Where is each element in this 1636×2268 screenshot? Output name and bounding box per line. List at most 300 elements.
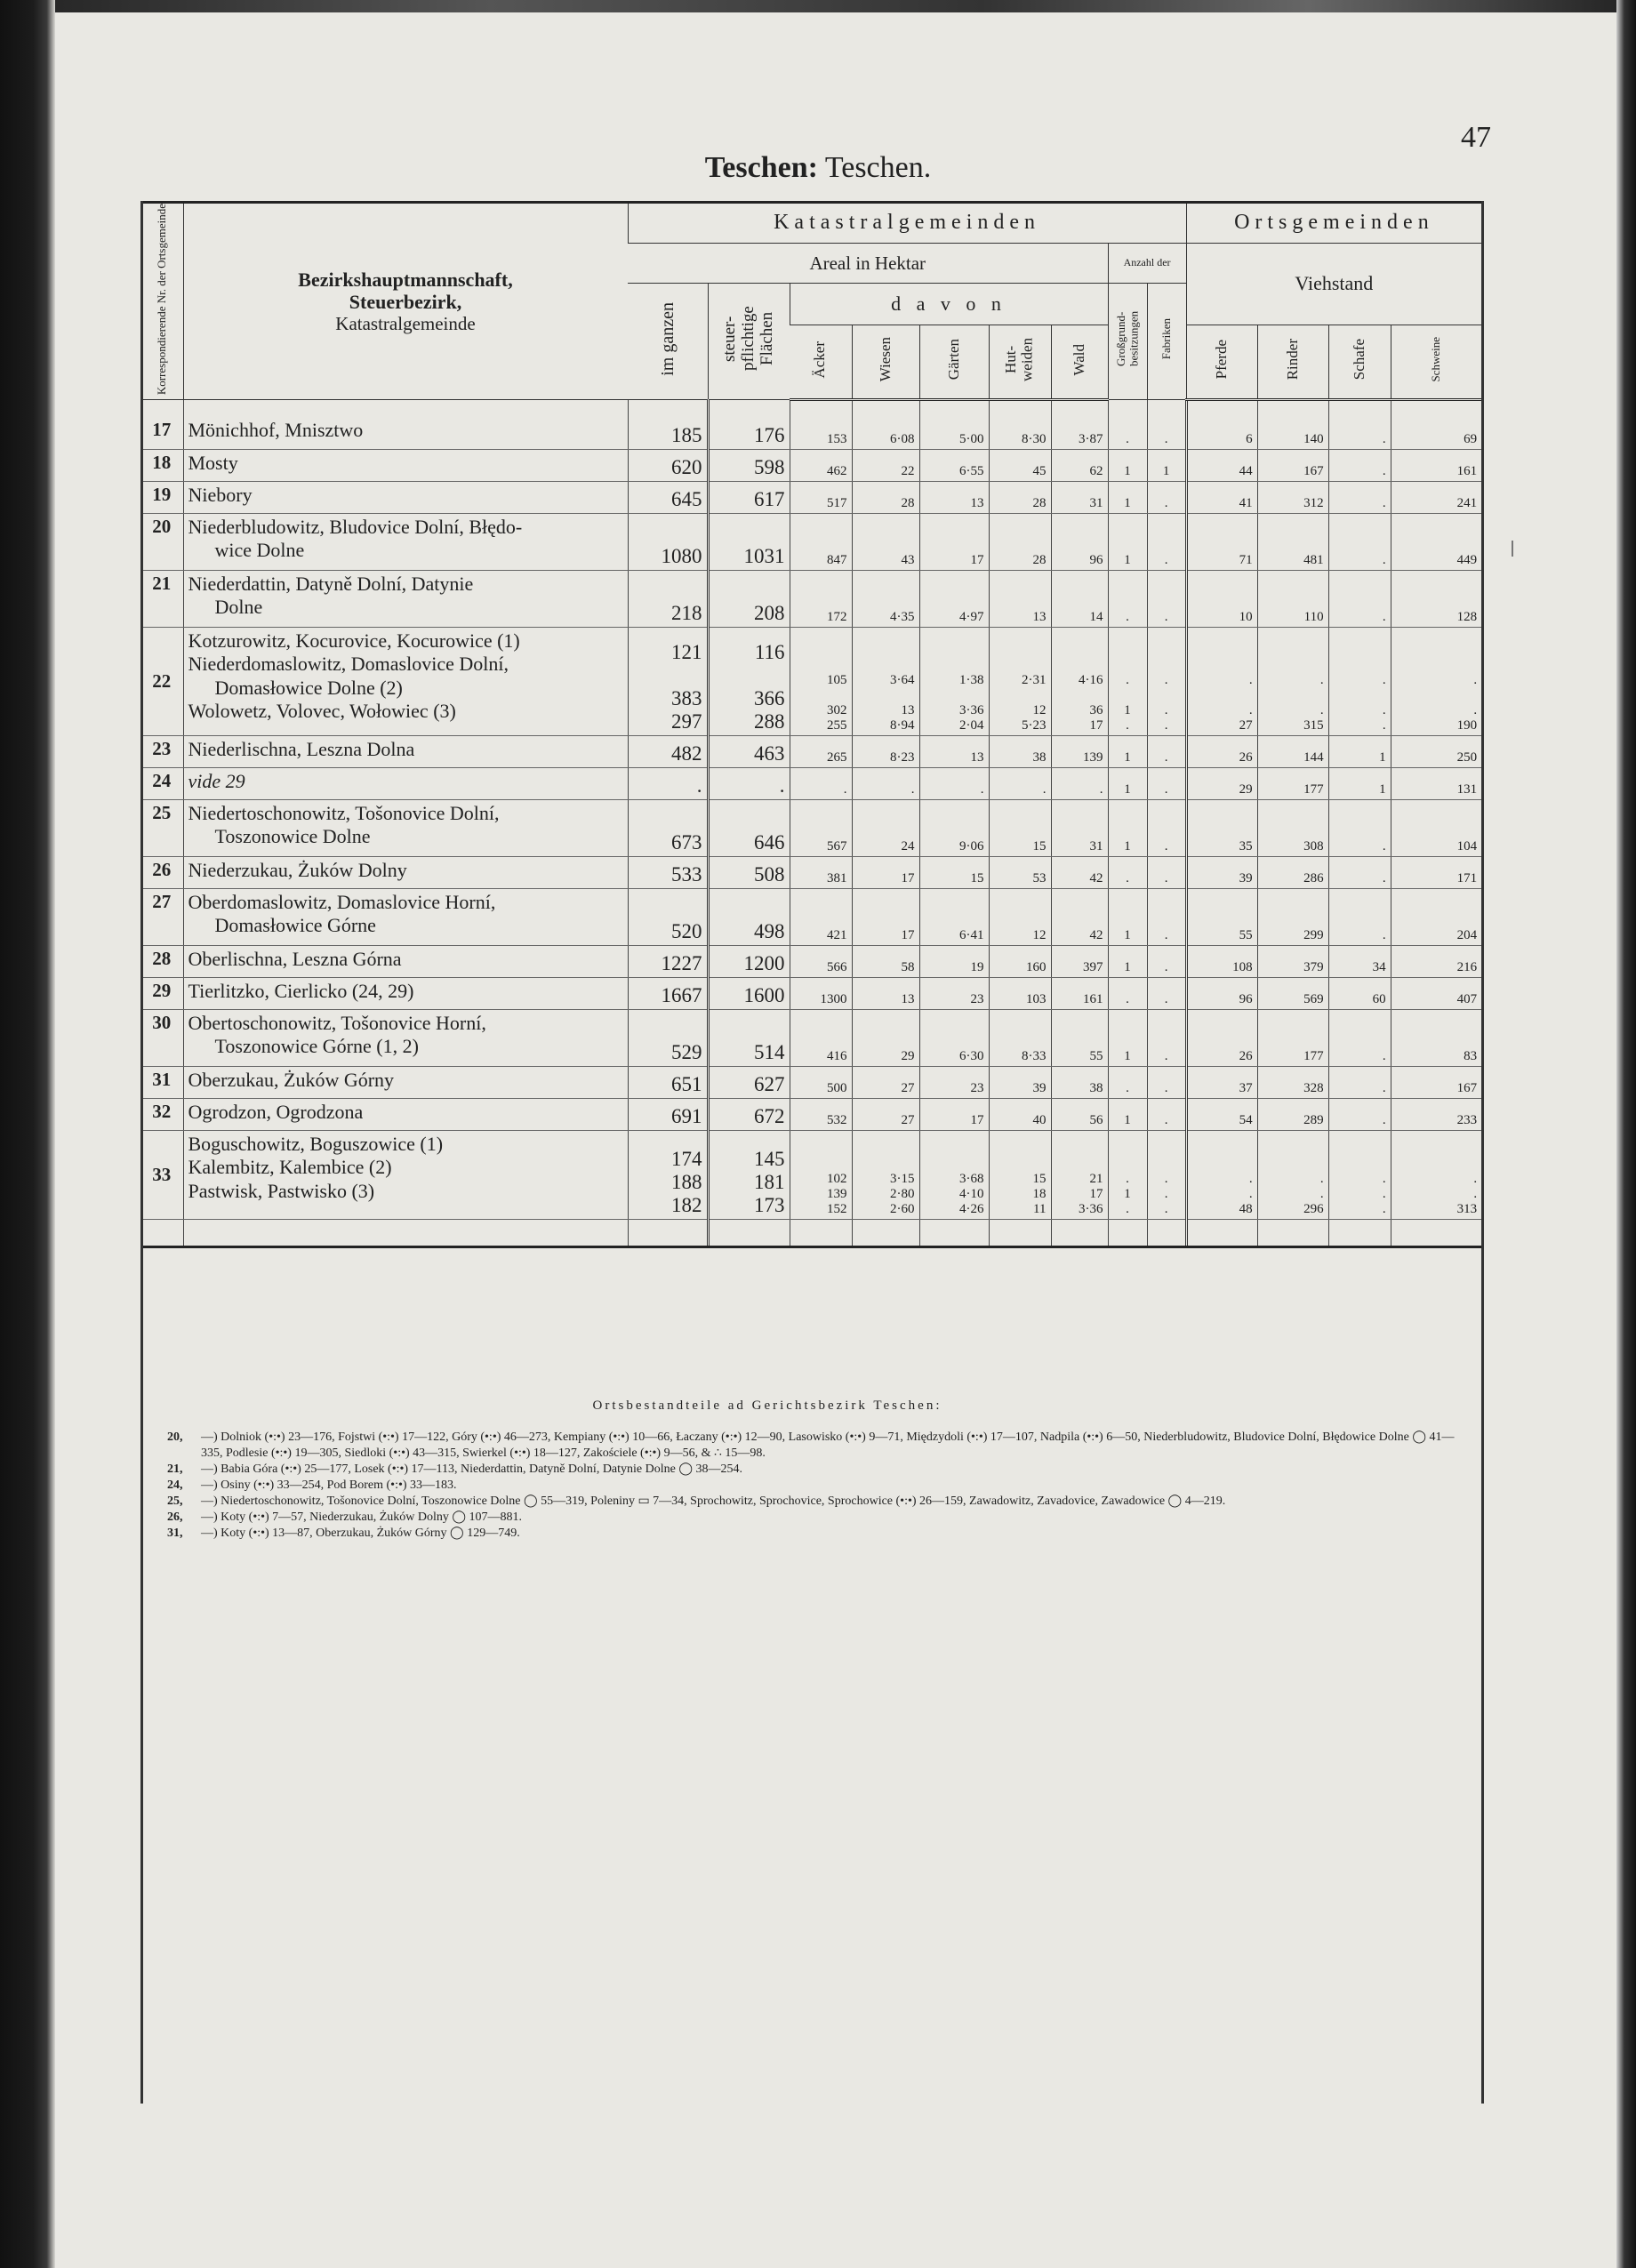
cell-value [1113,688,1143,703]
cell-value: 517 [827,495,847,510]
cell-value: 233 [1456,1112,1478,1127]
cell-aecker [790,1130,852,1219]
cell-schafe [1328,977,1391,1009]
cell-value: . [1473,1186,1478,1201]
cell-value: 4·97 [959,609,984,624]
cell-wiesen [852,417,919,449]
cell-fabriken [1147,1130,1186,1219]
cell-gaerten [919,977,989,1009]
cell-value: 2·31 [1022,672,1047,687]
cell-wiesen [852,977,919,1009]
cell-value: 1·38 [959,672,984,687]
cell-value [714,664,785,687]
cell-value: 160 [1026,959,1047,974]
table-trailing-space [140,1219,1481,1246]
cell-value: . [1382,870,1386,886]
header-main: Bezirkshauptmannschaft, Steuerbezirk, Katastralgemeinde [183,204,628,400]
cell-value: . [1382,463,1386,478]
cell-wald [1051,799,1108,856]
cell-value: 173 [754,1193,785,1216]
cell-value: 167 [1456,1080,1478,1095]
cell-value: 532 [827,1112,847,1127]
statistics-table [140,204,1481,1246]
cell-rinder [1257,570,1328,627]
cell-wald [1051,1130,1108,1219]
cell-hutweiden [989,481,1051,513]
cell-nr: 33 [140,1130,183,1219]
cell-value: . [1382,1112,1386,1127]
cell-value: 286 [1303,870,1324,886]
cell-value: 35 [1239,838,1253,854]
cell-value: . [1382,552,1386,567]
cell-pferde [1186,513,1257,570]
cell-value [633,664,702,687]
cell-rinder [1257,1009,1328,1066]
cell-value: 651 [671,1072,702,1095]
cell-im-ganzen [628,799,708,856]
cell-value: 103 [1026,991,1047,1006]
cell-hutweiden [989,977,1051,1009]
header-steuer: steuer-pflichtige Flächen [708,283,790,399]
cell-aecker [790,1098,852,1130]
cell-name [183,1098,628,1130]
cell-value: . [980,781,984,797]
cell-gaerten [919,945,989,977]
cell-wiesen [852,1066,919,1098]
cell-nr: 29 [140,977,183,1009]
cell-value: 45 [1032,463,1047,478]
cell-value: . [1382,495,1386,510]
cell-schafe [1328,945,1391,977]
cell-aecker [790,417,852,449]
cell-aecker [790,449,852,481]
cell-fabriken [1147,449,1186,481]
cell-grossgrund [1108,627,1147,735]
name-line: Domasłowice Dolne (2) [214,676,403,699]
name-line: Oberlischna, Leszna Górna [188,947,402,970]
cell-value: 21 [1089,1171,1103,1186]
cell-value: . [1382,702,1386,717]
table-row [140,1009,1481,1066]
cell-gaerten [919,1009,989,1066]
header-schweine: Schweine [1391,325,1481,400]
cell-rinder [1257,627,1328,735]
cell-name [183,481,628,513]
cell-nr: 28 [140,945,183,977]
cell-value: 8·23 [890,749,915,765]
cell-value: 190 [1456,717,1478,733]
scan-top-edge [0,0,1636,12]
cell-value: 116 [754,640,785,663]
footnote-text: —) Dolniok (•:•) 23—176, Fojstwi (•:•) 17—122, Góry (•:•) 46—273, Kempiany (•:•) 10—66, Łaczany (•:•) 12—90, Lasowisko (•:•) 9—71, Międzydoli (•:•) 17—107, Nadpila (•:•) 6—50, Niederbludowitz, Bludovice Dolní, Błędowice Dolne ◯ 41—335, Podlesie (•:•) 19—305, Siedloki (•:•) 43—315, Swierkel (•:•) 18—127, Zakościele (•:•) 9—56, & ∴ 15—98. [201,1431,1455,1460]
name-line: Obertoschonowitz, Tošonovice Horní, [188,1011,486,1034]
table-row [140,977,1481,1009]
cell-value: 691 [671,1104,702,1127]
cell-grossgrund [1108,449,1147,481]
cell-im-ganzen [628,767,708,799]
cell-steuerpflichtig [708,1130,790,1219]
cell-value: 847 [827,552,847,567]
name-line: Niederzukau, Żuków Dolny [188,858,407,881]
cell-value: . [1164,1048,1168,1063]
cell-value: 569 [1303,991,1324,1006]
cell-wald [1051,1098,1108,1130]
cell-pferde [1186,888,1257,945]
cell-nr: 30 [140,1009,183,1066]
cell-rinder [1257,977,1328,1009]
cell-wald [1051,945,1108,977]
cell-value: 204 [1456,927,1478,942]
cell-im-ganzen [628,856,708,888]
cell-name [183,570,628,627]
cell-value: 12 [1032,927,1047,942]
cell-value: 498 [754,919,785,942]
cell-wiesen [852,481,919,513]
cell-value: 83 [1464,1048,1478,1063]
margin-mark [1512,541,1513,557]
cell-wald [1051,481,1108,513]
cell-fabriken [1147,1009,1186,1066]
cell-steuerpflichtig [708,417,790,449]
cell-value: 55 [1239,927,1253,942]
cell-value: 37 [1239,1080,1253,1095]
cell-rinder [1257,449,1328,481]
cell-value: 131 [1456,781,1478,797]
cell-rinder [1257,799,1328,856]
cell-steuerpflichtig [708,1066,790,1098]
cell-value: 29 [1239,781,1253,797]
cell-value: 1080 [661,544,702,567]
header-katastral: Katastralgemeinden [628,204,1186,243]
name-line: Ogrodzon, Ogrodzona [188,1100,364,1123]
cell-value: . [1382,1201,1386,1216]
cell-value: 265 [827,749,847,765]
cell-name [183,888,628,945]
cell-steuerpflichtig [708,1009,790,1066]
scan-binding-edge [0,0,55,2268]
cell-value: . [910,781,915,797]
cell-wiesen [852,945,919,977]
cell-im-ganzen [628,1098,708,1130]
name-line: Toszonowice Górne (1, 2) [214,1035,419,1058]
cell-value: 140 [1303,431,1324,446]
cell-value: 12 [1032,702,1047,717]
footnote-text: —) Koty (•:•) 13—87, Oberzukau, Żuków Górny ◯ 129—749. [201,1527,520,1540]
cell-value: 96 [1089,552,1103,567]
cell-value: . [1382,1186,1386,1201]
header-wiesen: Wiesen [852,325,919,400]
cell-value: . [1099,781,1103,797]
cell-gaerten [919,570,989,627]
cell-value: 177 [1303,781,1324,797]
cell-hutweiden [989,945,1051,977]
cell-fabriken [1147,1098,1186,1130]
cell-grossgrund [1108,945,1147,977]
name-line: Kotzurowitz, Kocurovice, Kocurowice (1) [188,629,520,652]
cell-grossgrund [1108,799,1147,856]
cell-aecker [790,481,852,513]
cell-schafe [1328,799,1391,856]
cell-value: 8·33 [1022,1048,1047,1063]
cell-value: 176 [754,423,785,446]
cell-value: 566 [827,959,847,974]
header-areal: Areal in Hektar [628,243,1108,283]
cell-value: . [1319,702,1324,717]
name-line: Mosty [188,451,238,474]
cell-grossgrund [1108,977,1147,1009]
cell-value: 312 [1303,495,1324,510]
cell-im-ganzen [628,977,708,1009]
cell-value: . [1319,672,1324,687]
cell-hutweiden [989,627,1051,735]
cell-value: 508 [754,862,785,886]
cell-value: 38 [1032,749,1047,765]
cell-value: 17 [901,870,915,886]
cell-value: . [1319,1186,1324,1201]
cell-value: 315 [1303,717,1324,733]
cell-name [183,977,628,1009]
cell-rinder [1257,945,1328,977]
cell-value: . [1164,717,1168,733]
cell-aecker [790,570,852,627]
table-row [140,481,1481,513]
cell-value: . [1042,781,1047,797]
cell-value: . [1126,1080,1129,1095]
cell-rinder [1257,481,1328,513]
cell-wiesen [852,570,919,627]
cell-wiesen [852,767,919,799]
cell-value: 60 [1372,991,1386,1006]
cell-rinder [1257,1130,1328,1219]
cell-value: 529 [671,1040,702,1063]
cell-wiesen [852,735,919,767]
cell-value: . [1126,1171,1129,1186]
cell-value: 328 [1303,1080,1324,1095]
cell-value: 108 [1232,959,1253,974]
name-line: Dolne [214,596,263,619]
cell-pferde [1186,570,1257,627]
cell-pferde [1186,977,1257,1009]
footnote-item [167,1494,1474,1510]
cell-value [1396,688,1478,703]
cell-value: 172 [827,609,847,624]
cell-schafe [1328,1066,1391,1098]
cell-name [183,856,628,888]
cell-value: . [1473,1171,1478,1186]
page-rule-right [1481,201,1484,2104]
cell-value: . [1248,1186,1253,1201]
cell-grossgrund [1108,570,1147,627]
name-line: Niederdattin, Datyně Dolní, Datynie [188,572,474,595]
cell-value: . [1126,672,1129,687]
cell-wald [1051,570,1108,627]
table-row [140,1130,1481,1219]
cell-aecker [790,888,852,945]
cell-value: 302 [827,702,847,717]
page-title-bold: Teschen: [704,151,818,184]
cell-schweine [1391,449,1481,481]
header-aecker: Äcker [790,325,852,400]
cell-value: 520 [671,919,702,942]
cell-schweine [1391,977,1481,1009]
cell-value: . [1164,1080,1168,1095]
cell-value: 1 [1124,927,1131,942]
cell-value: 3·64 [890,672,915,687]
cell-nr: 26 [140,856,183,888]
cell-value: 1 [1162,463,1170,478]
cell-value: . [1164,991,1168,1006]
cell-value: 4·26 [959,1201,984,1216]
cell-schafe [1328,449,1391,481]
cell-value: 208 [754,601,785,624]
cell-grossgrund [1108,513,1147,570]
cell-value: . [1126,431,1129,446]
footnote-text: —) Babia Góra (•:•) 25—177, Losek (•:•) 17—113, Niederdattin, Datyně Dolní, Datynie Dolne ◯ 38—254. [201,1463,743,1476]
cell-value: 153 [827,431,847,446]
cell-name [183,767,628,799]
cell-value: 241 [1456,495,1478,510]
cell-value: 627 [754,1072,785,1095]
cell-fabriken [1147,1066,1186,1098]
table-body [140,400,1481,1246]
cell-fabriken [1147,570,1186,627]
cell-value: . [1126,1201,1129,1216]
footnote-key: 31, [167,1527,183,1540]
name-line: Tierlitzko, Cierlicko (24, 29) [188,979,414,1002]
cell-value [1192,688,1253,703]
cell-schafe [1328,767,1391,799]
cell-grossgrund [1108,481,1147,513]
cell-value: 1 [1379,781,1386,797]
cell-name [183,417,628,449]
cell-fabriken [1147,977,1186,1009]
cell-value: 288 [754,709,785,733]
footnote-key: 24, [167,1479,183,1492]
cell-value: . [1164,495,1168,510]
cell-wiesen [852,513,919,570]
cell-schafe [1328,627,1391,735]
cell-wald [1051,1066,1108,1098]
cell-value: 567 [827,838,847,854]
cell-value: 6·41 [959,927,984,942]
cell-pferde [1186,1098,1257,1130]
cell-im-ganzen [628,1009,708,1066]
cell-value: 2·80 [890,1186,915,1201]
cell-schweine [1391,767,1481,799]
cell-wald [1051,977,1108,1009]
cell-grossgrund [1108,1130,1147,1219]
cell-value: 104 [1456,838,1478,854]
header-gaerten: Gärten [919,325,989,400]
cell-im-ganzen [628,481,708,513]
cell-value: 462 [827,463,847,478]
cell-aecker [790,1066,852,1098]
cell-value: 167 [1303,463,1324,478]
cell-value [1263,688,1324,703]
cell-value: . [1473,702,1478,717]
name-line: Toszonowice Dolne [214,825,371,848]
cell-fabriken [1147,888,1186,945]
cell-value: 48 [1239,1201,1253,1216]
cell-pferde [1186,856,1257,888]
cell-schafe [1328,513,1391,570]
cell-steuerpflichtig [708,856,790,888]
cell-value: . [1164,1186,1168,1201]
cell-value: 416 [827,1048,847,1063]
table-row [140,1098,1481,1130]
header-im-ganzen: im ganzen [628,283,708,399]
cell-value: 161 [1083,991,1103,1006]
cell-wald [1051,735,1108,767]
cell-value: 13 [1032,609,1047,624]
cell-value: 171 [1456,870,1478,886]
cell-value: 18 [1032,1186,1047,1201]
cell-value: 17 [1089,717,1103,733]
cell-aecker [790,627,852,735]
cell-value: 1227 [661,951,702,974]
page-number: 47 [1461,121,1491,154]
cell-value: . [1382,1048,1386,1063]
cell-value: 96 [1239,991,1253,1006]
footnote-text: —) Koty (•:•) 7—57, Niederzukau, Żuków Dolny ◯ 107—881. [201,1511,523,1524]
cell-gaerten [919,1066,989,1098]
cell-hutweiden [989,856,1051,888]
cell-value: 255 [827,717,847,733]
cell-hutweiden [989,735,1051,767]
cell-pferde [1186,799,1257,856]
table-row [140,627,1481,735]
cell-value: 5·00 [959,431,984,446]
cell-value: . [1248,702,1253,717]
cell-fabriken [1147,945,1186,977]
cell-value: 23 [970,1080,984,1095]
name-line: Niedertoschonowitz, Tošonovice Dolní, [188,801,500,824]
cell-nr: 20 [140,513,183,570]
cell-value: 13 [901,991,915,1006]
cell-hutweiden [989,1009,1051,1066]
cell-value: 3·87 [1079,431,1103,446]
cell-schafe [1328,1009,1391,1066]
cell-value: 1 [1379,749,1386,765]
cell-value: 1 [1124,838,1131,854]
cell-value: 407 [1456,991,1478,1006]
cell-pferde [1186,945,1257,977]
table-row [140,449,1481,481]
name-line: Oberdomaslowitz, Domaslovice Horní, [188,890,496,913]
cell-value: 17 [970,552,984,567]
cell-hutweiden [989,1098,1051,1130]
cell-value: . [1164,702,1168,717]
cell-grossgrund [1108,1098,1147,1130]
cell-pferde [1186,1066,1257,1098]
cell-steuerpflichtig [708,977,790,1009]
cell-pferde [1186,1130,1257,1219]
cell-value: 1 [1124,1112,1131,1127]
cell-fabriken [1147,417,1186,449]
cell-value: 53 [1032,870,1047,886]
cell-wald [1051,417,1108,449]
cell-value: 102 [827,1171,847,1186]
cell-value: . [1164,749,1168,765]
header-wald: Wald [1051,325,1108,400]
cell-schafe [1328,1130,1391,1219]
cell-value: . [1164,1171,1168,1186]
table-row [140,570,1481,627]
cell-value: . [1164,870,1168,886]
cell-value: 110 [1303,609,1324,624]
cell-gaerten [919,1098,989,1130]
cell-schweine [1391,945,1481,977]
